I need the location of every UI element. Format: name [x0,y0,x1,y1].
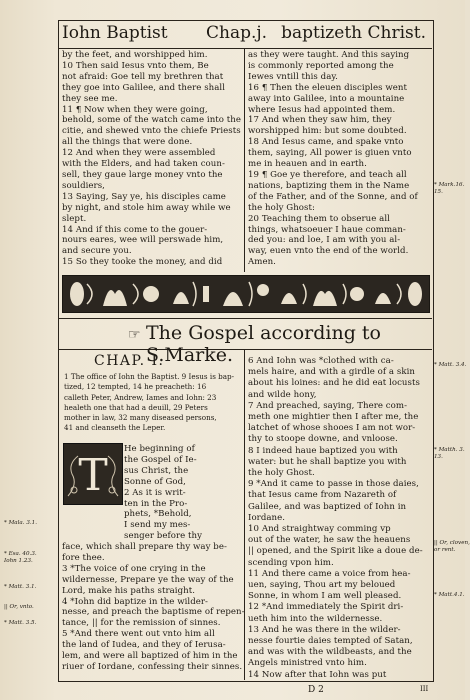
chapter-heading: CHAP. I. [94,353,165,369]
text-line: ten in the Pro- [124,498,188,509]
text-line: of the Father, and of the Sonne, and of [248,191,418,202]
text-line: ueth him into the wildernesse. [248,613,383,624]
text-line: Galilee, and was baptized of Iohn in [248,501,407,512]
text-line: uen, saying, Thou art my beloued [248,580,396,591]
ornament-band [62,275,430,313]
text-line: slept. [62,213,87,224]
text-line: 10 Then said Iesus vnto them, Be [62,60,209,71]
gospel-title: The Gospel according to S.Marke. [146,322,381,366]
text-line: phets, *Behold, [124,509,192,520]
summary-line: mother in law, 32 many diseased persons, [64,413,217,423]
text-line: Iewes vntill this day. [248,71,338,82]
summary-line: healeth one that had a deuill, 29 Peters [64,402,208,412]
chapter-summary [64,372,242,434]
pointing-hand-icon: ☞ [128,327,141,343]
top-left-column [62,50,242,268]
text-line: 16 ¶ Then the eleuen disciples went [248,82,407,93]
text-line: citie, and shewed vnto the chiefe Priests [62,126,241,137]
text-line: all the things that were done. [62,137,193,148]
margin-note: * Matt. 3.4. [434,362,467,368]
text-line: things, whatsoeuer I haue comman- [248,224,406,235]
margin-note: * Matth. 3. 13. [434,447,465,460]
text-line: where Iesus had appointed them. [248,104,396,115]
text-line: 12 *And immediately the Spirit dri- [248,602,404,613]
text-line: not afraid: Goe tell my brethren that [62,71,224,82]
text-line: thy to stoope downe, and vnloose. [248,434,398,445]
text-line: souldiers, [62,180,105,191]
text-line: they see me. [62,93,118,104]
text-line: 2 As it is writ- [124,487,186,498]
text-line: behold, some of the watch came into the [62,115,242,126]
text-line: 11 ¶ Now when they were going, [62,104,208,115]
text-line: the holy Ghost. [248,468,315,479]
summary-line: 41 and cleanseth the Leper. [64,423,166,433]
signature-mark: D 2 [308,685,324,695]
text-line: the land of Iudea, and they of Ierusa- [62,640,226,651]
text-line: 15 So they tooke the money, and did [62,257,223,268]
text-line: sus Christ, the [124,465,189,476]
text-line: 3 *The voice of one crying in the [62,563,206,574]
text-line: 12 And when they were assembled [62,148,216,159]
text-line: Lord, make his paths straight. [62,585,195,596]
margin-note: * Esa. 40.3. Iohn 1.23. [4,551,37,564]
text-line: them, saying, All power is giuen vnto [248,148,412,159]
text-line: me in heauen and in earth. [248,159,367,170]
text-line: Sonne, in whom I am well pleased. [248,591,402,602]
text-line: 14 And if this come to the gouer- [62,224,208,235]
text-line: about his loines: and he did eat locusts [248,378,420,389]
text-line: as they were taught. And this saying [248,50,410,60]
running-header [58,20,432,49]
text-line: sell, they gaue large money vnto the [62,169,223,180]
text-line: || opened, and the Spirit like a doue de- [248,546,423,557]
text-line: Amen. [248,257,276,268]
column-rule-bottom [244,350,245,680]
margin-note: * Matt.4.1. [434,592,465,598]
text-line: water: but he shall baptize you with [248,456,407,467]
text-line: out of the water, he saw the heauens [248,535,411,546]
text-line: Iordane. [248,512,286,523]
margin-note: || Or, cloven, or rent. [434,540,470,553]
dropcap [63,443,123,505]
summary-line: tized, 12 tempted, 14 he preacheth: 16 [64,382,207,392]
text-line: 13 And he was there in the wilder- [248,624,401,635]
text-line: by the feet, and worshipped him. [62,50,208,60]
text-line: 5 *And there went out vnto him all [62,629,215,640]
text-line: 7 And preached, saying, There com- [248,400,408,411]
text-line: Angels ministred vnto him. [248,658,367,669]
text-line: 13 Saying, Say ye, his disciples came [62,191,226,202]
top-right-column [248,50,430,268]
margin-note-mark: * Mark.16. 15. [434,182,465,195]
text-line: nations, baptizing them in the Name [248,180,410,191]
text-line: 11 And there came a voice from hea- [248,568,411,579]
bottom-left-column-narrow [124,444,242,542]
text-line: mels haire, and with a girdle of a skin [248,367,415,378]
text-line: 10 And straightway comming vp [248,524,391,535]
text-line: I send my mes- [124,520,191,531]
margin-note: * Matt. 3.1. [4,584,37,590]
text-line: and secure you. [62,246,132,257]
text-line: nours eares, wee will perswade him, [62,235,224,246]
bottom-right-column [248,356,430,681]
text-line: wildernesse, Prepare ye the way of the [62,574,234,585]
text-line: meth one mightier then I after me, the [248,412,419,423]
summary-line: calleth Peter, Andrew, Iames and Iohn: 23 [64,392,217,402]
text-line: with the Elders, and had taken coun- [62,159,225,170]
text-line: ded you: and loe, I am with you al- [248,235,401,246]
bottom-left-column [62,542,245,673]
text-line: latchet of whose shooes I am not wor- [248,423,416,434]
text-line: nesse fourtie daies tempted of Satan, [248,636,413,647]
text-line: away into Galilee, into a mountaine [248,93,405,104]
summary-line: 1 The office of Iohn the Baptist. 9 Iesus is bap- [64,372,235,381]
text-line: worshipped him: but some doubted. [248,126,407,137]
text-line: 9 *And it came to passe in those daies, [248,479,419,490]
dropcap-letter: T [78,450,108,501]
page-number: III [420,685,429,693]
text-line: Sonne of God, [124,476,186,487]
header-left: Iohn Baptist [62,23,168,43]
column-rule-top [244,48,245,272]
margin-note: || Or, vnto. [4,604,34,610]
text-line: way, euen vnto the end of the world. [248,246,409,257]
dropcap-ornament-icon [64,444,122,504]
text-line: senger before thy [124,531,203,542]
margin-note: * Mala. 3.1. [4,520,37,526]
text-line: riuer of Iordane, confessing their sinnes. [62,661,243,672]
text-line: face, which shall prepare thy way be- [62,542,227,552]
text-line: 4 *Iohn did baptize in the wilder- [62,596,208,607]
text-line: 6 And Iohn was *clothed with ca- [248,356,394,366]
text-line: is commonly reported among the [248,60,394,71]
text-line: that Iesus came from Nazareth of [248,490,397,501]
text-line: He beginning of [124,444,195,454]
margin-note: * Matt. 3.5. [4,620,37,626]
text-line: and wilde hony, [248,389,317,400]
text-line: 20 Teaching them to obserue all [248,213,390,224]
text-line: scending vpon him. [248,557,334,568]
text-line: 14 Now after that Iohn was put [248,669,387,680]
text-line: by night, and stole him away while we [62,202,231,213]
ornament-icon [63,276,429,312]
text-line: the holy Ghost: [248,202,315,213]
text-line: lem, and were all baptized of him in the [62,651,238,662]
text-line: 19 ¶ Goe ye therefore, and teach all [248,169,407,180]
text-line: the Gospel of Ie- [124,454,197,465]
text-line: 18 And Iesus came, and spake vnto [248,137,404,148]
text-line: fore thee. [62,552,105,563]
text-line: nesse, and preach the baptisme of repen- [62,607,245,618]
text-line: 17 And when they saw him, they [248,115,392,126]
text-line: tance, || for the remission of sinnes. [62,618,221,629]
text-line: they goe into Galilee, and there shall [62,82,226,93]
text-line: 8 I indeed haue baptized you with [248,445,398,456]
text-line: and was with the wildbeasts, and the [248,647,412,658]
header-right: baptizeth Christ. [281,23,426,43]
header-chapter: Chap.j. [206,23,268,43]
